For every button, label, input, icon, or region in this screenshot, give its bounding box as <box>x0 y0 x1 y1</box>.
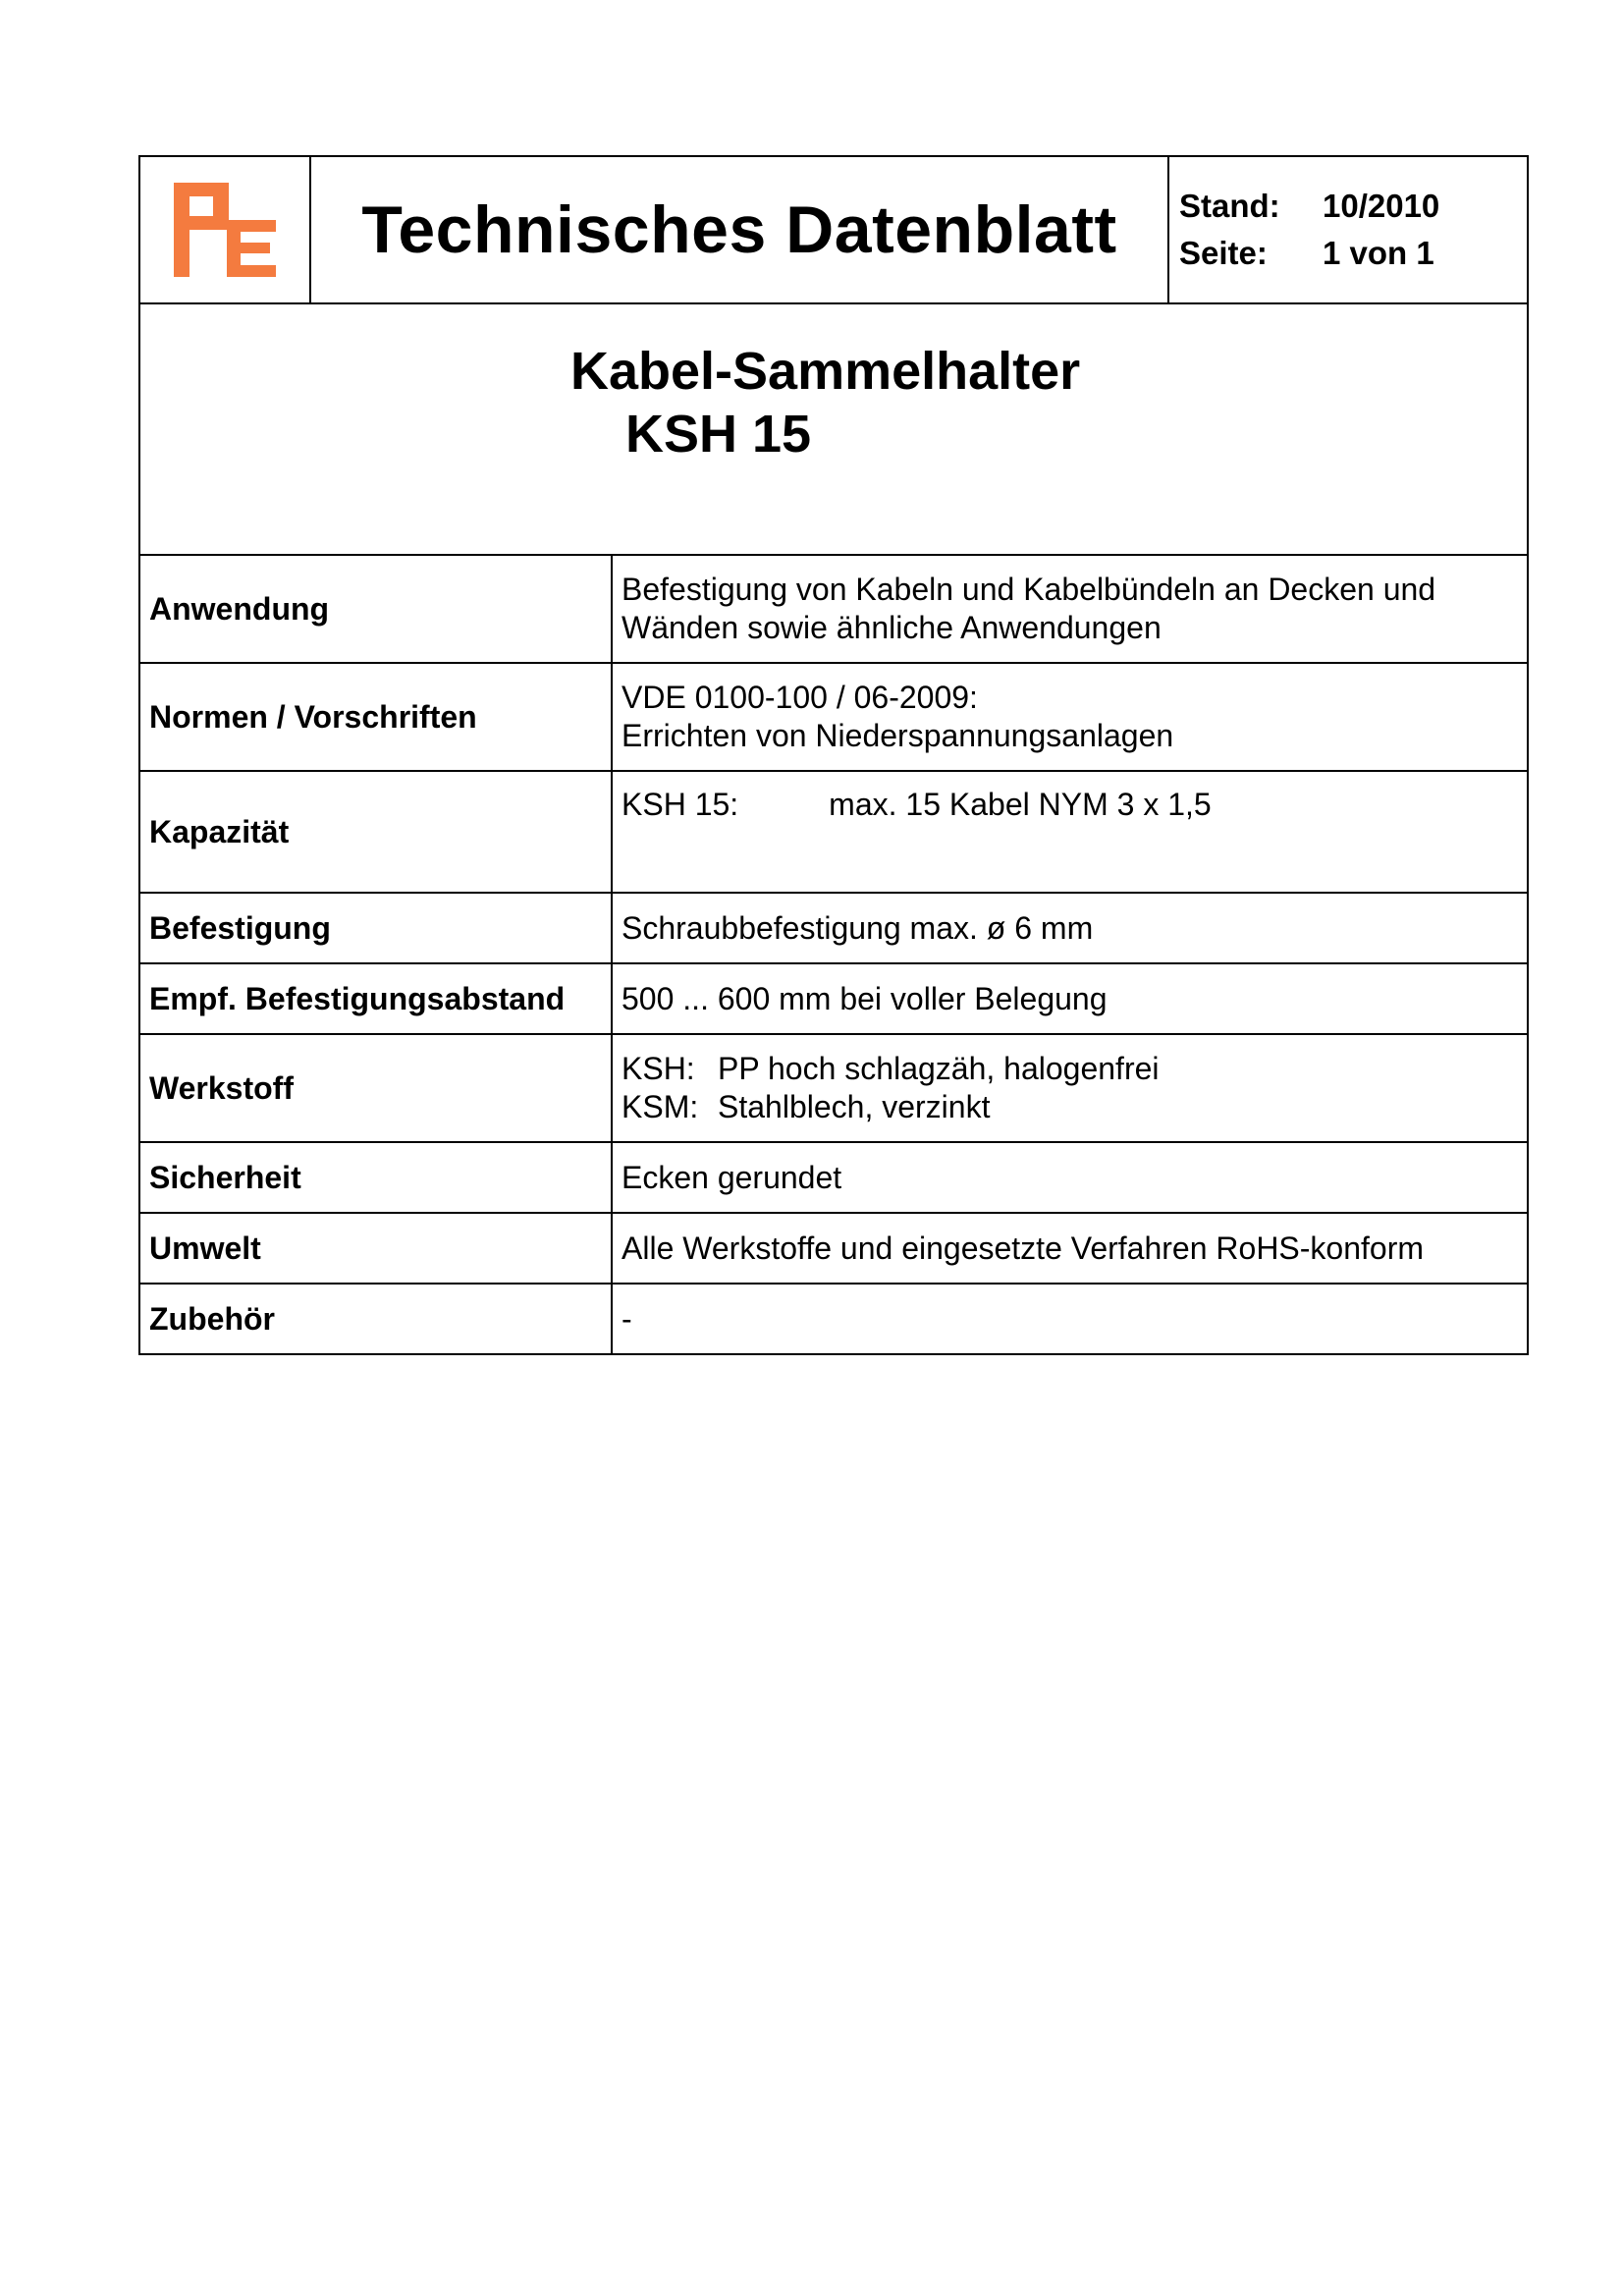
product-cell <box>139 303 1528 555</box>
spec-label: Sicherheit <box>139 1142 612 1213</box>
spec-row-kapazitaet <box>139 771 1528 893</box>
spec-value: - <box>612 1284 1528 1354</box>
spec-row-befestigung <box>139 893 1528 963</box>
spec-row-abstand <box>139 963 1528 1034</box>
spec-label: Zubehör <box>139 1284 612 1354</box>
datasheet <box>138 155 1529 1355</box>
spec-row-normen <box>139 663 1528 771</box>
spec-label: Anwendung <box>139 555 612 663</box>
stand-row <box>1179 183 1527 230</box>
company-logo <box>174 183 276 277</box>
capacity-value: max. 15 Kabel NYM 3 x 1,5 <box>829 787 1212 822</box>
spec-value: Alle Werkstoffe und eingesetzte Verfahren RoHS-konform <box>612 1213 1528 1284</box>
material-key: KSM: <box>622 1089 699 1124</box>
spec-value: 500 ... 600 mm bei voller Belegung <box>612 963 1528 1034</box>
spec-label: Werkstoff <box>139 1034 612 1142</box>
spec-value <box>612 663 1528 771</box>
spec-label: Befestigung <box>139 893 612 963</box>
spec-label: Empf. Befestigungsabstand <box>139 963 612 1034</box>
material-value: Stahlblech, verzinkt <box>718 1089 991 1124</box>
spec-row-zubehoer <box>139 1284 1528 1354</box>
spec-row-anwendung <box>139 555 1528 663</box>
product-model: KSH 15 <box>625 405 812 464</box>
spec-value <box>612 555 1528 663</box>
spec-value <box>612 1034 1528 1142</box>
logo-cell <box>139 156 310 303</box>
capacity-type: KSH 15: <box>622 787 739 822</box>
spec-label: Kapazität <box>139 771 612 893</box>
stand-label: Stand: <box>1179 188 1280 224</box>
spec-label: Umwelt <box>139 1213 612 1284</box>
spec-value-line <box>622 1050 1527 1088</box>
spec-value-line <box>622 1088 1527 1126</box>
spec-value-line: Befestigung von Kabeln und Kabelbündeln an Decken und <box>622 572 1436 607</box>
spec-label: Normen / Vorschriften <box>139 663 612 771</box>
material-value: PP hoch schlagzäh, halogenfrei <box>718 1051 1160 1086</box>
stand-value: 10/2010 <box>1323 188 1440 224</box>
product-table <box>138 302 1529 556</box>
document-title: Technisches Datenblatt <box>310 156 1168 303</box>
spec-row-werkstoff <box>139 1034 1528 1142</box>
spec-value: Schraubbefestigung max. ø 6 mm <box>612 893 1528 963</box>
material-key: KSH: <box>622 1051 695 1086</box>
seite-value: 1 von 1 <box>1323 235 1434 271</box>
spec-value <box>612 771 1528 893</box>
seite-label: Seite: <box>1179 235 1268 271</box>
seite-row <box>1179 230 1527 277</box>
spec-value-line: VDE 0100-100 / 06-2009: <box>622 680 978 715</box>
spec-row-umwelt <box>139 1213 1528 1284</box>
spec-row-sicherheit <box>139 1142 1528 1213</box>
spec-table <box>138 554 1529 1355</box>
spec-value-line: Errichten von Niederspannungsanlagen <box>622 718 1174 753</box>
header-table <box>138 155 1529 304</box>
product-name: Kabel-Sammelhalter <box>570 342 1081 401</box>
meta-cell <box>1168 156 1528 303</box>
spec-value: Ecken gerundet <box>612 1142 1528 1213</box>
spec-value-line: Wänden sowie ähnliche Anwendungen <box>622 610 1162 645</box>
